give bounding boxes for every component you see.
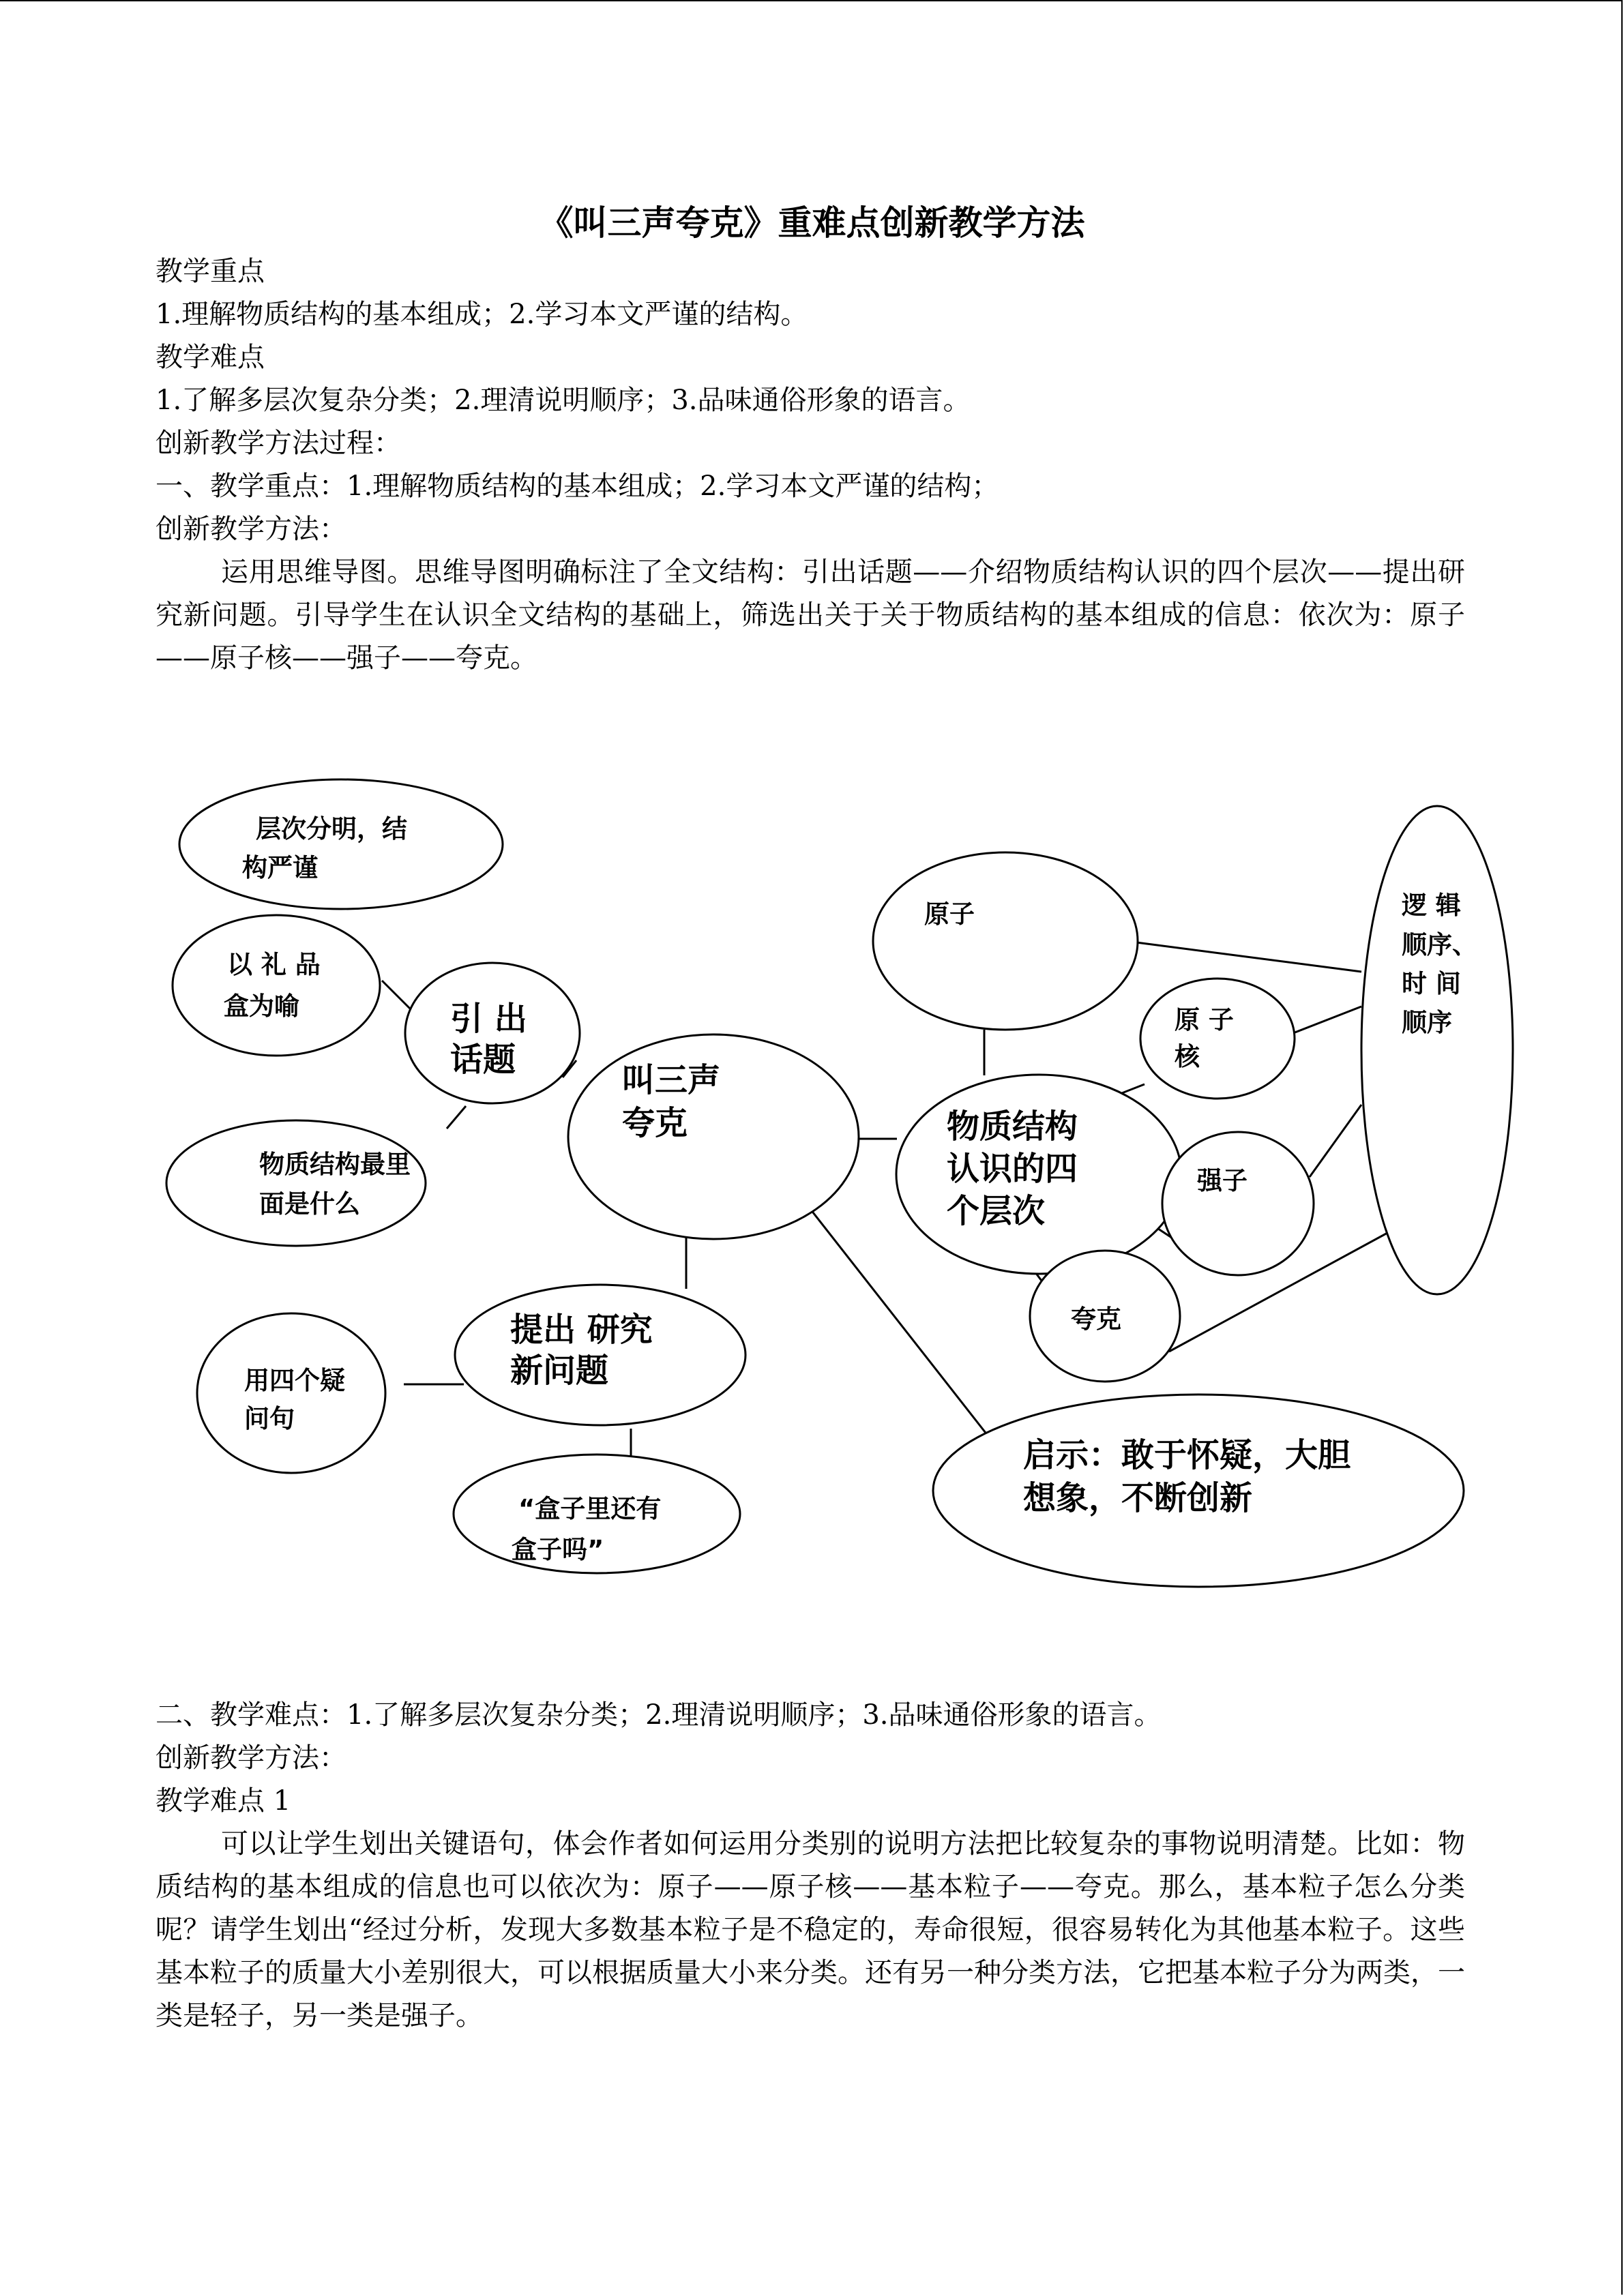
atom-node-label: 原子 <box>924 899 975 929</box>
method-paragraph: 运用思维导图。思维导图明确标注了全文结构：引出话题——介绍物质结构认识的四个层次——提出研究新问题。引导学生在认识全文结构的基础上，筛选出关于关于物质结构的基本组成的信息：依次为：原子——原子核——强子——夸克。 <box>156 556 1465 674</box>
document-title: 《叫三声夸克》重难点创新教学方法 <box>539 203 1085 243</box>
text-line: 二、教学难点：1.了解多层次复杂分类；2.理清说明顺序；3.品味通俗形象的语言。 <box>156 1699 1162 1731</box>
text-line: 教学难点 1 <box>156 1785 291 1817</box>
difficulty-paragraph: 可以让学生划出关键语句，体会作者如何运用分类别的说明方法把比较复杂的事物说明清楚。比如：物质结构的基本组成的信息也可以依次为：原子——原子核——基本粒子——夸克。那么，基本粒子怎么分类呢？请学生划出“经过分析，发现大多数基本粒子是不稳定的，寿命很短，很容易转化为其他基本粒子。这些基本粒子的质量大小差别很大，可以根据质量大小来分类。还有另一种分类方法，它把基本粒子分为两类，一类是轻子，另一类是强子。 <box>156 1828 1465 2031</box>
intro-note-structure <box>179 779 503 909</box>
levels-node-label: 物质结构认识的四个层次 <box>947 1107 1078 1230</box>
intro-note-question-label: 物质结构最里面是什么 <box>259 1150 411 1219</box>
intro-node-label: 引 出话题 <box>450 1000 527 1079</box>
intro-note-giftbox <box>173 915 380 1056</box>
intro-note-question <box>166 1120 426 1246</box>
hadron-node-label: 强子 <box>1197 1166 1247 1195</box>
text-line: 创新教学方法： <box>156 513 346 545</box>
intro-note-giftbox-label: 以 礼 品盒为喻 <box>224 950 321 1021</box>
text-line: 教学重点 <box>156 256 265 287</box>
quark-node-label: 夸克 <box>1071 1304 1121 1334</box>
bottom-section <box>156 1694 1465 2038</box>
text-line: 1.理解物质结构的基本组成；2.学习本文严谨的结构。 <box>156 299 808 330</box>
intro-note-structure-label: 层次分明，结构严谨 <box>242 814 407 882</box>
question-note-rhetorical-label: 用四个疑问句 <box>244 1366 345 1433</box>
connector-line <box>1310 1105 1361 1177</box>
center-node-label: 叫三声夸克 <box>622 1061 721 1142</box>
text-line: 1.了解多层次复杂分类；2.理清说明顺序；3.品味通俗形象的语言。 <box>156 385 971 416</box>
order-node <box>1361 806 1513 1294</box>
connector-line <box>447 1106 466 1129</box>
question-node-label: 提出 研究新问题 <box>510 1311 653 1390</box>
text-line: 创新教学方法过程： <box>156 428 401 459</box>
hadron-node <box>1162 1132 1314 1275</box>
question-note-quote-label: “盒子里还有盒子吗” <box>512 1494 662 1564</box>
connector-line <box>1293 1007 1361 1033</box>
text-line: 一、教学重点：1.理解物质结构的基本组成；2.学习本文严谨的结构； <box>156 471 999 502</box>
top-section <box>156 250 1465 680</box>
mind-map <box>0 750 1624 1609</box>
inspiration-node-label: 启示：敢于怀疑，大胆想象，不断创新 <box>1023 1436 1351 1517</box>
text-line: 教学难点 <box>156 342 265 373</box>
nucleus-node-label: 原 子核 <box>1175 1005 1234 1071</box>
text-line: 创新教学方法： <box>156 1742 346 1774</box>
connector-line <box>1136 942 1361 972</box>
order-node-label: 逻 辑顺序、时 间顺序 <box>1402 891 1477 1037</box>
atom-node <box>873 852 1138 1030</box>
nucleus-node <box>1140 979 1295 1099</box>
